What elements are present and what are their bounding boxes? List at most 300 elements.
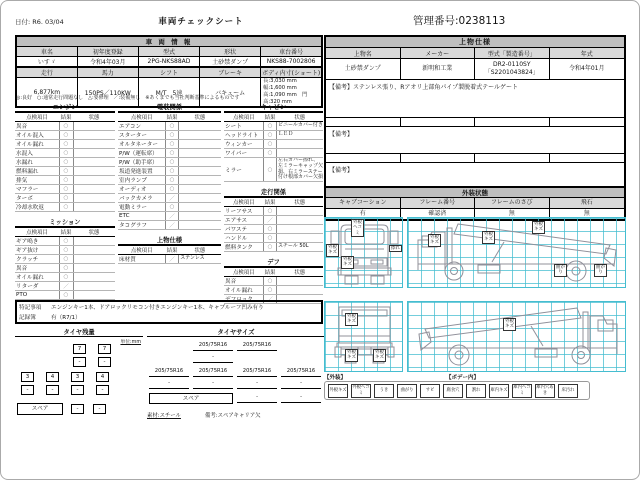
tire-size-front: 205/75R16: [193, 342, 233, 351]
tire-size-section: [147, 327, 325, 429]
tire-remaining-title: タイヤ残量: [15, 327, 143, 337]
check-result: ／: [165, 194, 178, 203]
diagram-front-view: [324, 217, 403, 288]
check-item-label: オーディオ: [118, 185, 165, 194]
check-state: [276, 216, 323, 225]
checklist-row: [118, 149, 221, 158]
checklist-row: [118, 221, 221, 230]
checklist-row: [15, 273, 115, 282]
checklist-body-material: [118, 235, 221, 264]
spare-dash: -: [71, 404, 84, 414]
check-item-label: オイル漏れ: [224, 286, 264, 295]
damage-label: 外板キズ: [375, 350, 384, 361]
check-item-label: 冷却水吹返: [15, 203, 59, 212]
body-model-line: DR2-0110SY: [492, 61, 531, 69]
body-spec-header: メーカー: [401, 48, 476, 58]
vinfo-header: 馬力: [77, 67, 138, 78]
special-notes-box: [15, 300, 323, 324]
checklist-row: [118, 185, 221, 194]
check-result: ○: [264, 225, 277, 234]
check-result: ○: [59, 149, 73, 158]
section-title: ミッション: [49, 219, 81, 226]
tire-front-dash: -: [98, 357, 111, 367]
truck-side-right-outline: [408, 218, 627, 289]
spare-tire-box: スペア: [17, 403, 63, 415]
cab-caution-value: 有: [326, 209, 401, 219]
checklist-row: [15, 158, 115, 167]
check-item-label: 電動ミラー: [118, 203, 165, 212]
check-result: ○: [165, 149, 178, 158]
body-dim-line: 高:1,090 mm 門高:320 mm: [263, 92, 308, 106]
body-spec-header: 型式「製造番号」: [475, 48, 550, 58]
check-state: [179, 158, 221, 167]
exterior-header: フレーム番号: [401, 198, 476, 208]
damage-label: 外板キズ: [534, 222, 543, 233]
tire-size-rear: 205/75R16: [237, 368, 277, 377]
frame-rust-value: 無: [475, 209, 550, 219]
tire-size-dash: -: [193, 354, 233, 363]
check-state: [73, 237, 115, 246]
check-result: ／: [165, 212, 178, 221]
check-item-label: 床材質: [118, 255, 165, 264]
check-state: [179, 176, 221, 185]
check-result: ○: [264, 131, 277, 140]
check-state: [179, 194, 221, 203]
check-result: ○: [264, 122, 277, 131]
col-header-result: 結果: [59, 227, 73, 237]
col-header-item: 点検項目: [15, 112, 59, 122]
check-result: ○: [165, 140, 178, 149]
col-header-item: 点検項目: [15, 227, 59, 237]
body-name: 土砂禁ダンプ: [326, 59, 401, 79]
record-book-label: 記録簿: [19, 314, 36, 321]
check-state: [276, 286, 323, 295]
check-result: ○: [264, 207, 277, 216]
check-result: ○: [59, 122, 73, 131]
col-header-state: 状態: [179, 112, 221, 122]
checklist-row: [15, 237, 115, 246]
checklist-column-2: [118, 102, 221, 264]
checklist-row: [118, 140, 221, 149]
check-state: [73, 264, 115, 273]
checklist-running: [224, 187, 323, 252]
col-header-state: 状態: [73, 112, 115, 122]
damage-legend-item: サビ: [420, 384, 440, 398]
checklist-row: [118, 131, 221, 140]
check-result: ○: [59, 140, 73, 149]
damage-label: 外板キズ: [505, 319, 514, 330]
horsepower: 150PS／110KW: [77, 78, 138, 108]
empty-cell: [401, 118, 476, 126]
body-maker: 新明和工業: [401, 59, 476, 79]
checklist-electrical: [118, 102, 221, 230]
check-state: [73, 140, 115, 149]
vinfo-header: ボディ内寸(ショート): [261, 67, 322, 78]
check-item-label: シート: [224, 122, 264, 131]
spare-dash: -: [93, 404, 106, 414]
tire-rear: 4: [46, 372, 59, 382]
checklist-row: [224, 225, 323, 234]
check-result: ○: [59, 237, 73, 246]
damage-label: 外板キズ: [347, 350, 356, 361]
empty-cell: [550, 118, 625, 126]
vinfo-header: ブレーキ: [200, 67, 261, 78]
check-state: [73, 282, 115, 291]
shift: M/T 5速: [138, 78, 199, 108]
checklist-row: [15, 264, 115, 273]
spare-size-dash: -: [237, 394, 277, 403]
stone-chip-value: 無: [583, 210, 590, 217]
check-item-label: オイル漏れ: [15, 140, 59, 149]
vinfo-header: 型式: [138, 47, 199, 57]
truck-side-left-outline: [408, 302, 627, 373]
vinfo-header: 車台番号: [261, 47, 322, 57]
damage-legend-item: 外板キズ: [328, 384, 348, 398]
checklist-row: [15, 203, 115, 212]
special-notes-text: エンジンキー1本、ドアロックリモコン付きエンジンキー1本、キャブルーフ凹み有り: [51, 305, 264, 312]
body-year: 令和4年01月: [569, 65, 605, 73]
body-shape: 土砂禁ダンプ: [200, 57, 261, 68]
check-result: ○: [165, 176, 178, 185]
tire-rear-dash: -: [71, 385, 84, 395]
check-result: ○: [59, 291, 73, 300]
diagram-rear-view: [324, 301, 403, 372]
tire-remaining-section: [15, 327, 143, 429]
col-header-state: 状態: [276, 197, 323, 207]
col-header-state: 状態: [276, 267, 323, 277]
body-spec-header: 年式: [550, 48, 625, 58]
brake: バキューム: [200, 78, 261, 108]
check-item-label: パワステ: [224, 225, 264, 234]
check-result: ○: [59, 194, 73, 203]
wheel-material: 素材:スチール: [147, 413, 181, 419]
vehicle-info-title: 車 両 情 報: [16, 36, 322, 47]
body-interior-legend-label: 【ボデー内】: [446, 375, 480, 381]
col-header-item: 点検項目: [118, 245, 165, 255]
checklist-row: [15, 194, 115, 203]
section-title: エンジン: [52, 104, 78, 111]
tire-front-left: 7: [73, 344, 86, 354]
check-result: ○: [264, 140, 277, 149]
check-item-label: マフラー: [15, 185, 59, 194]
checklist-row: [224, 216, 323, 225]
first-registration: 令和4年03月: [77, 57, 138, 68]
section-title: キャビン: [260, 104, 287, 111]
checklist-row: [15, 122, 115, 131]
damage-label: 外板キズ: [484, 232, 493, 243]
check-state: [179, 149, 221, 158]
checklist-column-1: [15, 102, 115, 300]
damage-legend-item: 床汚れ: [558, 384, 578, 398]
damage-legend-item: 割れ: [466, 384, 486, 398]
exterior-legend-label: 【外装】: [324, 375, 347, 381]
col-header-state: 状態: [179, 245, 221, 255]
col-header-item: 点検項目: [224, 112, 264, 122]
check-state: [73, 149, 115, 158]
check-item-label: ハンドル: [224, 234, 264, 243]
check-state: [73, 194, 115, 203]
check-item-label: 排気: [15, 176, 59, 185]
damage-legend-item: 庫内穴あき: [536, 385, 554, 396]
damage-label: 曲がり: [596, 265, 605, 276]
check-result: ○: [59, 185, 73, 194]
check-result: ○: [59, 255, 73, 264]
damage-legend-item: 曲がり: [397, 384, 417, 398]
mileage: 6,877km: [16, 78, 77, 108]
check-result: ／: [59, 282, 73, 291]
tire-rear-dash: -: [46, 385, 59, 395]
body-spec-title: 上物仕様: [326, 37, 624, 48]
body-remark-1: 【備考】ステンレス張り、Rアオリ上部角パイプ製脱着式テールゲート: [326, 80, 624, 118]
checklist-row: [15, 282, 115, 291]
col-header-item: 点検項目: [224, 267, 264, 277]
checklist-column-3: [224, 102, 323, 304]
col-header-result: 結果: [59, 112, 73, 122]
check-item-label: 異音: [15, 122, 59, 131]
check-item-label: クラッチ: [15, 255, 59, 264]
checklist-row: [118, 255, 221, 264]
damage-legend-item: うき: [374, 384, 394, 398]
checklist-row: [15, 176, 115, 185]
result-legend: ◎:良好 ○:通常走行問題なし △:要修理 ／:装備無し ※あくまでも当社判断基準によるものです: [16, 95, 240, 101]
check-result: ○: [59, 158, 73, 167]
section-title: 走行関係: [260, 189, 287, 196]
check-result: ○: [264, 234, 277, 243]
check-item-label: PTO: [15, 291, 59, 300]
col-header-result: 結果: [264, 197, 277, 207]
check-state: [179, 212, 221, 221]
check-result: ○: [165, 203, 178, 212]
section-title: 上物仕様: [156, 237, 183, 244]
checklist-row: [15, 255, 115, 264]
damage-legend-item: 腐食穴: [443, 384, 463, 398]
sheet-date: 日付: R6. 03/04: [15, 18, 64, 26]
check-item-label: 異音: [224, 277, 264, 286]
damage-label: 外板キズ: [328, 245, 337, 256]
check-result: ○: [165, 158, 178, 167]
control-number: 管理番号:0238113: [413, 15, 506, 27]
check-result: ／: [264, 295, 277, 304]
check-state: ＬＥＤ: [276, 131, 323, 140]
check-item-label: ETC: [118, 212, 165, 221]
damage-legend-item: 外板ヘコミ: [352, 385, 370, 396]
body-dim-line: 長:3,030 mm 幅:1,600 mm: [263, 78, 302, 92]
tire-size-title: タイヤサイズ: [147, 327, 325, 337]
col-header-item: 点検項目: [224, 197, 264, 207]
check-item-label: 異音: [15, 264, 59, 273]
checklist-row: [15, 291, 115, 300]
exterior-header: フレームのさび: [475, 198, 550, 208]
check-item-label: ギア抜け: [15, 246, 59, 255]
checklist-diff: [224, 257, 323, 304]
tire-rear: 4: [96, 372, 109, 382]
check-state: [276, 140, 323, 149]
checklist-row: [224, 207, 323, 216]
check-item-label: オイル混入: [15, 131, 59, 140]
check-item-label: ヘッドライト: [224, 131, 264, 140]
check-result: ○: [165, 131, 178, 140]
truck-rear-outline: [325, 302, 404, 373]
empty-cell: [326, 118, 401, 126]
tire-size-rear: 205/75R16: [193, 368, 233, 377]
check-state: [73, 176, 115, 185]
body-spec-table: [324, 35, 626, 192]
damage-label: 外板キズ: [347, 314, 356, 325]
check-item-label: バックカメラ: [118, 194, 165, 203]
check-state: ビニールカバー付き: [276, 122, 323, 131]
check-state: [179, 131, 221, 140]
tire-front-dash: -: [73, 357, 86, 367]
damage-legend-item: 庫内キズ: [489, 384, 509, 398]
spare-note: 備考:スペアキャリア欠: [205, 413, 261, 419]
check-result: ○: [264, 243, 277, 252]
check-result: ○: [264, 277, 277, 286]
body-model: [475, 59, 550, 79]
tire-size-rear: 205/75R16: [149, 368, 189, 377]
section-title: 電装関係: [156, 104, 183, 111]
checklist-row: [224, 234, 323, 243]
checklist-row: [118, 122, 221, 131]
damage-label: 外板キズ: [343, 257, 352, 268]
check-state: [73, 255, 115, 264]
check-item-label: 水混入: [15, 149, 59, 158]
tire-size-dash: -: [149, 380, 189, 389]
check-state: ステンレス: [179, 255, 221, 264]
vehicle-make: いすゞ: [16, 57, 77, 68]
check-state: [276, 234, 323, 243]
check-result: ○: [165, 185, 178, 194]
col-header-result: 結果: [264, 267, 277, 277]
checklist-row: [15, 140, 115, 149]
exterior-status-table: [324, 186, 626, 221]
checklist-row: [224, 158, 323, 182]
checklist-cabin: [224, 102, 323, 182]
check-result: ／: [165, 221, 178, 230]
checklist-row: [118, 194, 221, 203]
check-result: ○: [165, 122, 178, 131]
check-result: ／: [165, 255, 178, 264]
empty-cell: [550, 154, 625, 162]
checklist-row: [224, 286, 323, 295]
check-item-label: 燃料漏れ: [15, 167, 59, 176]
body-spec-header: 上物名: [326, 48, 401, 58]
check-item-label: スターター: [118, 131, 165, 140]
check-item-label: ワイパー: [224, 149, 264, 158]
check-item-label: リターダ: [15, 282, 59, 291]
check-state: [73, 291, 115, 300]
section-title: デフ: [267, 259, 280, 266]
tire-rear-dash: -: [96, 385, 109, 395]
exterior-header: 飛石: [580, 199, 593, 206]
vinfo-header: 形状: [200, 47, 261, 57]
check-state: [276, 277, 323, 286]
body-remark-2: 【備考】: [326, 127, 624, 154]
frame-number-value: 確認済: [401, 209, 476, 219]
check-item-label: 燃料タンク: [224, 243, 264, 252]
checklist-row: [15, 149, 115, 158]
check-state: [276, 149, 323, 158]
vinfo-header: 車名: [16, 47, 77, 57]
check-item-label: リーフサス: [224, 207, 264, 216]
col-header-state: 状態: [276, 112, 323, 122]
tire-rear: 3: [71, 372, 84, 382]
empty-cell: [475, 118, 550, 126]
check-item-label: P/W（助手席）: [118, 158, 165, 167]
col-header-item: 点検項目: [118, 112, 165, 122]
tire-front-right: 7: [98, 344, 111, 354]
empty-cell: [326, 154, 401, 162]
check-result: ／: [264, 216, 277, 225]
checklist-row: [224, 140, 323, 149]
check-state: [179, 203, 221, 212]
check-state: [73, 122, 115, 131]
check-state: [179, 185, 221, 194]
damage-label: 擦れ: [391, 246, 400, 251]
tire-unit: 単位:mm: [120, 340, 141, 345]
check-result: ○: [59, 246, 73, 255]
check-item-label: デフロック: [224, 295, 264, 304]
check-state: [73, 167, 115, 176]
check-state: [73, 158, 115, 167]
model-code: 2PG-NKS88AD: [138, 57, 199, 68]
tire-size-dash: -: [237, 380, 277, 389]
col-header-result: 結果: [264, 112, 277, 122]
check-item-label: エアサス: [224, 216, 264, 225]
check-result: ○: [264, 286, 277, 295]
checklist-row: [15, 246, 115, 255]
check-state: [73, 246, 115, 255]
checklist-row: [224, 243, 323, 252]
check-state: [73, 131, 115, 140]
checklist-row: [15, 131, 115, 140]
check-item-label: エアコン: [118, 122, 165, 131]
damage-label: 曲がり: [556, 265, 565, 276]
vinfo-header: 初年度登録: [77, 47, 138, 57]
check-item-label: 水漏れ: [15, 158, 59, 167]
tire-rear-dash: -: [21, 385, 34, 395]
check-result: ○: [165, 167, 178, 176]
check-item-label: オルタネーター: [118, 140, 165, 149]
diagram-side-left-view: [407, 301, 626, 372]
empty-cell: [475, 154, 550, 162]
check-item-label: ターボ: [15, 194, 59, 203]
tire-size-front: 205/75R16: [237, 342, 277, 351]
checklist-row: [224, 122, 323, 131]
checklist-mission: [15, 217, 115, 300]
check-item-label: 室内ランプ: [118, 176, 165, 185]
check-state: [276, 207, 323, 216]
checklist-engine: [15, 102, 115, 212]
check-state: [179, 122, 221, 131]
check-state: [179, 167, 221, 176]
check-result: ○: [59, 264, 73, 273]
check-result: ○: [264, 158, 277, 182]
check-result: ○: [59, 273, 73, 282]
checklist-row: [118, 158, 221, 167]
diagram-side-right-view: [407, 217, 626, 288]
check-result: ○: [264, 149, 277, 158]
check-result: ○: [59, 167, 73, 176]
check-item-label: ウィンカー: [224, 140, 264, 149]
check-state: [73, 185, 115, 194]
special-notes-label: 特記事項: [19, 305, 42, 312]
check-item-label: 坂道発進装置: [118, 167, 165, 176]
checklist-row: [15, 167, 115, 176]
tire-size-dash: -: [281, 380, 321, 389]
checklist-row: [118, 212, 221, 221]
check-item-label: タコグラフ: [118, 221, 165, 230]
spare-size-box: スペア: [149, 393, 233, 404]
